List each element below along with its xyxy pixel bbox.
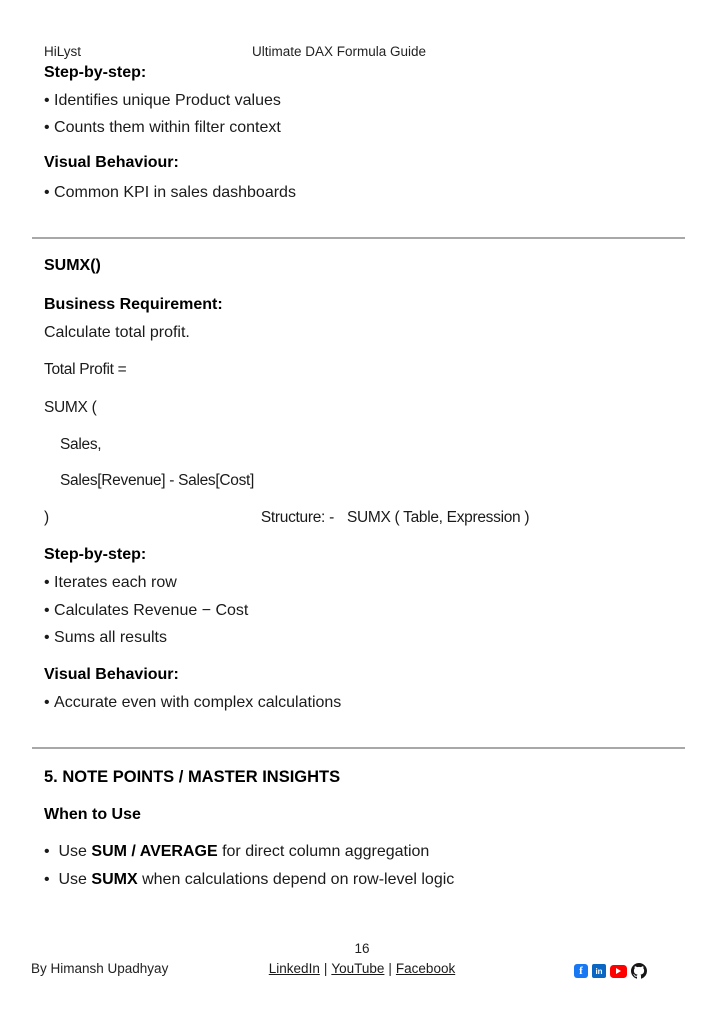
list-item: • Calculates Revenue − Cost [44, 602, 684, 620]
section-divider-2 [32, 747, 685, 749]
formula-line-expression-arg: Sales[Revenue] - Sales[Cost] [60, 472, 255, 489]
step-bullet-list-1 [44, 92, 684, 137]
document-title: Ultimate DAX Formula Guide [252, 44, 427, 59]
list-item: • Identifies unique Product values [44, 92, 684, 110]
list-item: • Accurate even with complex calculations [44, 694, 684, 712]
linkedin-link[interactable]: LinkedIn [268, 961, 320, 976]
document-content [44, 0, 684, 889]
step-by-step-heading-1: Step-by-step: [44, 64, 147, 81]
formula-line-function-open: SUMX ( [44, 399, 97, 416]
when-to-use-heading: When to Use [44, 806, 141, 823]
list-item: • Iterates each row [44, 574, 684, 592]
running-header [44, 44, 684, 59]
step-by-step-heading-2: Step-by-step: [44, 546, 147, 563]
notes-bullet-list [44, 843, 684, 889]
visual-behaviour-heading-2: Visual Behaviour: [44, 666, 179, 683]
step-bullet-list-2 [44, 574, 684, 647]
emphasized-term: SUM / AVERAGE [91, 843, 218, 860]
list-item: • Common KPI in sales dashboards [44, 184, 684, 202]
formula-close-and-structure-row [44, 509, 684, 527]
linkedin-icon[interactable]: in [592, 964, 606, 978]
formula-line-measure-name: Total Profit = [44, 361, 127, 378]
link-separator: | [388, 961, 392, 976]
structure-syntax: SUMX ( Table, Expression ) [346, 509, 530, 526]
list-item: • Use SUMX when calculations depend on row-level logic [44, 871, 684, 889]
play-glyph [616, 968, 621, 974]
business-requirement-heading: Business Requirement: [44, 296, 223, 313]
notes-section-heading: 5. NOTE POINTS / MASTER INSIGHTS [44, 768, 341, 786]
sumx-section-title: SUMX() [44, 257, 101, 274]
list-item: • Sums all results [44, 629, 684, 647]
list-item: • Counts them within filter context [44, 119, 684, 137]
facebook-icon[interactable]: f [574, 964, 588, 978]
brand-name: HiLyst [44, 44, 82, 59]
youtube-icon[interactable] [610, 965, 627, 978]
formula-close-paren: ) [44, 509, 49, 526]
section-divider-1 [32, 237, 685, 239]
business-requirement-text: Calculate total profit. [44, 324, 190, 341]
facebook-link[interactable]: Facebook [395, 961, 456, 976]
github-icon[interactable] [631, 963, 647, 979]
visual-bullet-list-2 [44, 694, 684, 712]
visual-bullet-list-1 [44, 184, 684, 202]
emphasized-term: SUMX [91, 871, 138, 888]
social-icons [574, 963, 647, 979]
page-number: 16 [354, 941, 370, 956]
list-item: • Use SUM / AVERAGE for direct column aggregation [44, 843, 684, 861]
author-credit: By Himansh Upadhyay [31, 961, 169, 976]
visual-behaviour-heading-1: Visual Behaviour: [44, 154, 179, 171]
formula-line-table-arg: Sales, [60, 436, 102, 453]
youtube-link[interactable]: YouTube [331, 961, 385, 976]
structure-label: Structure: - [260, 509, 334, 526]
link-separator: | [323, 961, 328, 976]
